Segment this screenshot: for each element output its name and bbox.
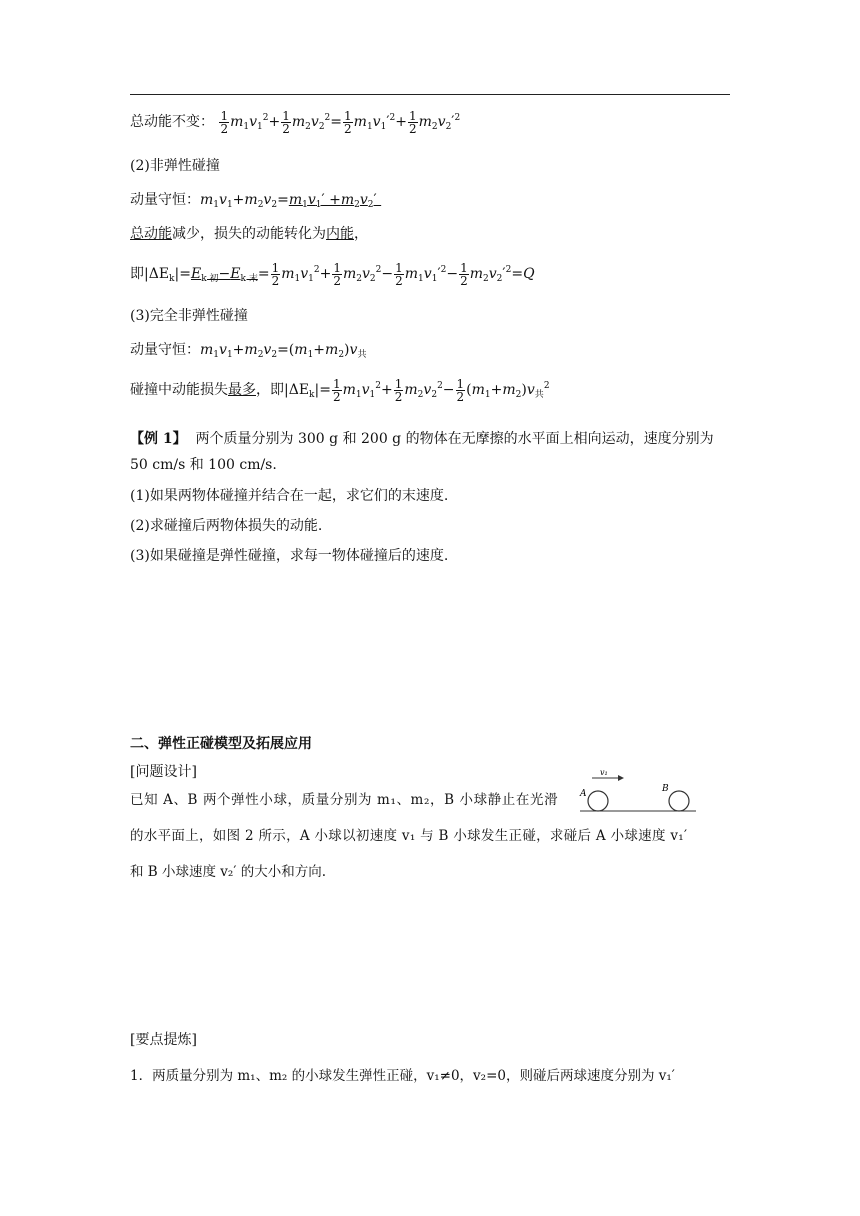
perfect-heading: (3)完全非弹性碰撞: [130, 308, 248, 324]
momentum-equation-2: 动量守恒：$m_1v_1+m_2v_2=(m_1+m_2)v_共$: [130, 342, 367, 360]
ball-b: [669, 791, 689, 811]
label-b: B: [662, 784, 669, 794]
delta-ke-equation: 即$|\Delta E_k|=E_{k 初}-E_{k 末}=$ $\frac{1}{2}$ $m_1v_1^2+$ $\frac{1}{2}$ $m_2v_2^2-$ $\frac{1}{2}$ $m_1v_1'^2-$ $\frac{1}{2}$ $m_2v_2'^2=Q$: [130, 260, 535, 288]
v1-label: v₁: [600, 768, 608, 777]
design-text-2: 的水平面上，如图 2 所示，A 小球以初速度 v₁ 与 B 小球发生正碰，求碰后 A 小球速度 v₁′: [130, 828, 688, 844]
design-text-1: 已知 A、B 两个弹性小球，质量分别为 m₁、m₂，B 小球静止在光滑: [130, 792, 559, 808]
key-text: 1．两质量分别为 m₁、m₂ 的小球发生弹性正碰，v₁≠0，v₂=0，则碰后两球速度分别为 v₁′: [130, 1068, 675, 1084]
label-a: A: [580, 789, 587, 799]
inelastic-heading: (2)非弹性碰撞: [130, 158, 220, 174]
total-ke-equation: 总动能不变： $\frac{1}{2}$ $m_1v_1^2+$ $\frac{1}{2}$ $m_2v_2^2=$ $\frac{1}{2}$ $m_1v_1'^2+$ $\frac{1}{2}$ $m_2v_2'^2$: [130, 108, 461, 136]
key-tag: [要点提炼]: [130, 1032, 197, 1048]
ball-a: [588, 791, 608, 811]
example-1: 【例 1】 两个质量分别为 300 g 和 200 g 的物体在无摩擦的水平面上相向运动，速度分别为 50 cm/s 和 100 cm/s.: [130, 431, 714, 473]
example-q3: (3)如果碰撞是弹性碰撞，求每一物体碰撞后的速度.: [130, 548, 449, 564]
design-text-3: 和 B 小球速度 v₂′ 的大小和方向.: [130, 864, 326, 880]
example-q1: (1)如果两物体碰撞并结合在一起，求它们的末速度.: [130, 488, 449, 504]
section-heading: 二、弹性正碰模型及拓展应用: [130, 736, 312, 752]
ke-loss-text: 总动能减少，损失的动能转化为内能，: [130, 226, 368, 242]
collision-diagram: [578, 766, 698, 818]
top-rule: [130, 94, 730, 95]
design-tag: [问题设计]: [130, 764, 197, 780]
momentum-equation: 动量守恒：$m_1v_1+m_2v_2=m_1v_1' +m_2v_2'$: [130, 192, 382, 210]
example-q2: (2)求碰撞后两物体损失的动能.: [130, 518, 323, 534]
max-loss-equation: 碰撞中动能损失最多，即$|\Delta E_k|=$ $\frac{1}{2}$ $m_1v_1^2+$ $\frac{1}{2}$ $m_2v_2^2-$ $\frac{1}{2}$ $(m_1+m_2)v_共^2$: [130, 376, 550, 404]
arrow-head: [618, 775, 624, 781]
